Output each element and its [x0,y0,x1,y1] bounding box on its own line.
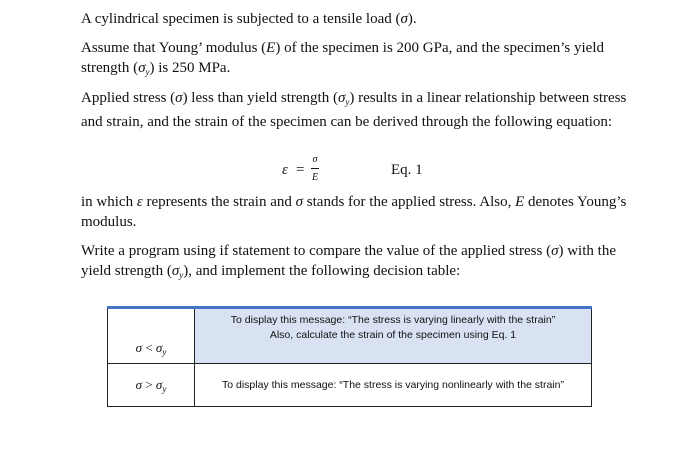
paragraph-program-task: Write a program using if statement to compare the value of the applied stress (σ) with the yield strength $(\sigma_y)$, and implement the following decision table: [81,243,616,280]
sigma-y-symbol: σ [138,59,146,76]
paragraph-applied-stress: Applied stress (σ) less than yield strength $(\sigma_y)$ results in a linear relationship between stress and strain, and the strain of the specimen can be derived through the following equation: [81,90,627,130]
sigma-y-symbol: σ [171,262,180,279]
subscript-y: y [345,97,350,107]
paragraph-definitions: in which ε represents the strain and σ stands for the applied stress. Also, E denotes Young’s modulus. [81,194,627,230]
condition-cell: $\sigma < \sigma_y$ [108,308,195,364]
fraction-denominator: E [311,172,319,183]
message-cell: To display this message: “The stress is varying linearly with the strain” Also, calculate the strain of the specimen using Eq. 1 [195,308,592,364]
sigma-y-symbol: σ [337,90,346,106]
equation-1 [81,154,637,188]
equation-strain-symbol: ε [282,162,288,178]
E-symbol: E [266,40,276,56]
sigma-symbol: σ [400,11,408,27]
E-symbol: E [515,194,525,210]
sigma-symbol: σ [175,90,183,106]
message-cell: To display this message: “The stress is varying nonlinearly with the strain” [195,364,592,407]
sigma-symbol: σ [295,194,304,210]
equation-fraction [310,154,320,183]
equation-label: Eq. 1 [391,162,423,178]
sigma-symbol: σ [551,243,559,259]
paragraph-intro: A cylindrical specimen is subjected to a tensile load (σ). [81,11,417,27]
paragraph-assumptions: Assume that Young’ modulus (E) of the specimen is 200 GPa, and the specimen’s yield strength $(\sigma_y)$ is 250 MPa. [81,40,605,77]
equation-equals: = [296,162,305,178]
condition-cell: $\sigma > \sigma_y$ [108,364,195,407]
decision-table [107,306,592,407]
fraction-bar [311,168,319,169]
subscript-y: y [179,269,184,280]
fraction-numerator: σ [312,154,318,165]
subscript-y: y [145,66,150,77]
epsilon-symbol: ε [136,194,143,210]
table-row [108,364,592,407]
table-row [108,308,592,364]
